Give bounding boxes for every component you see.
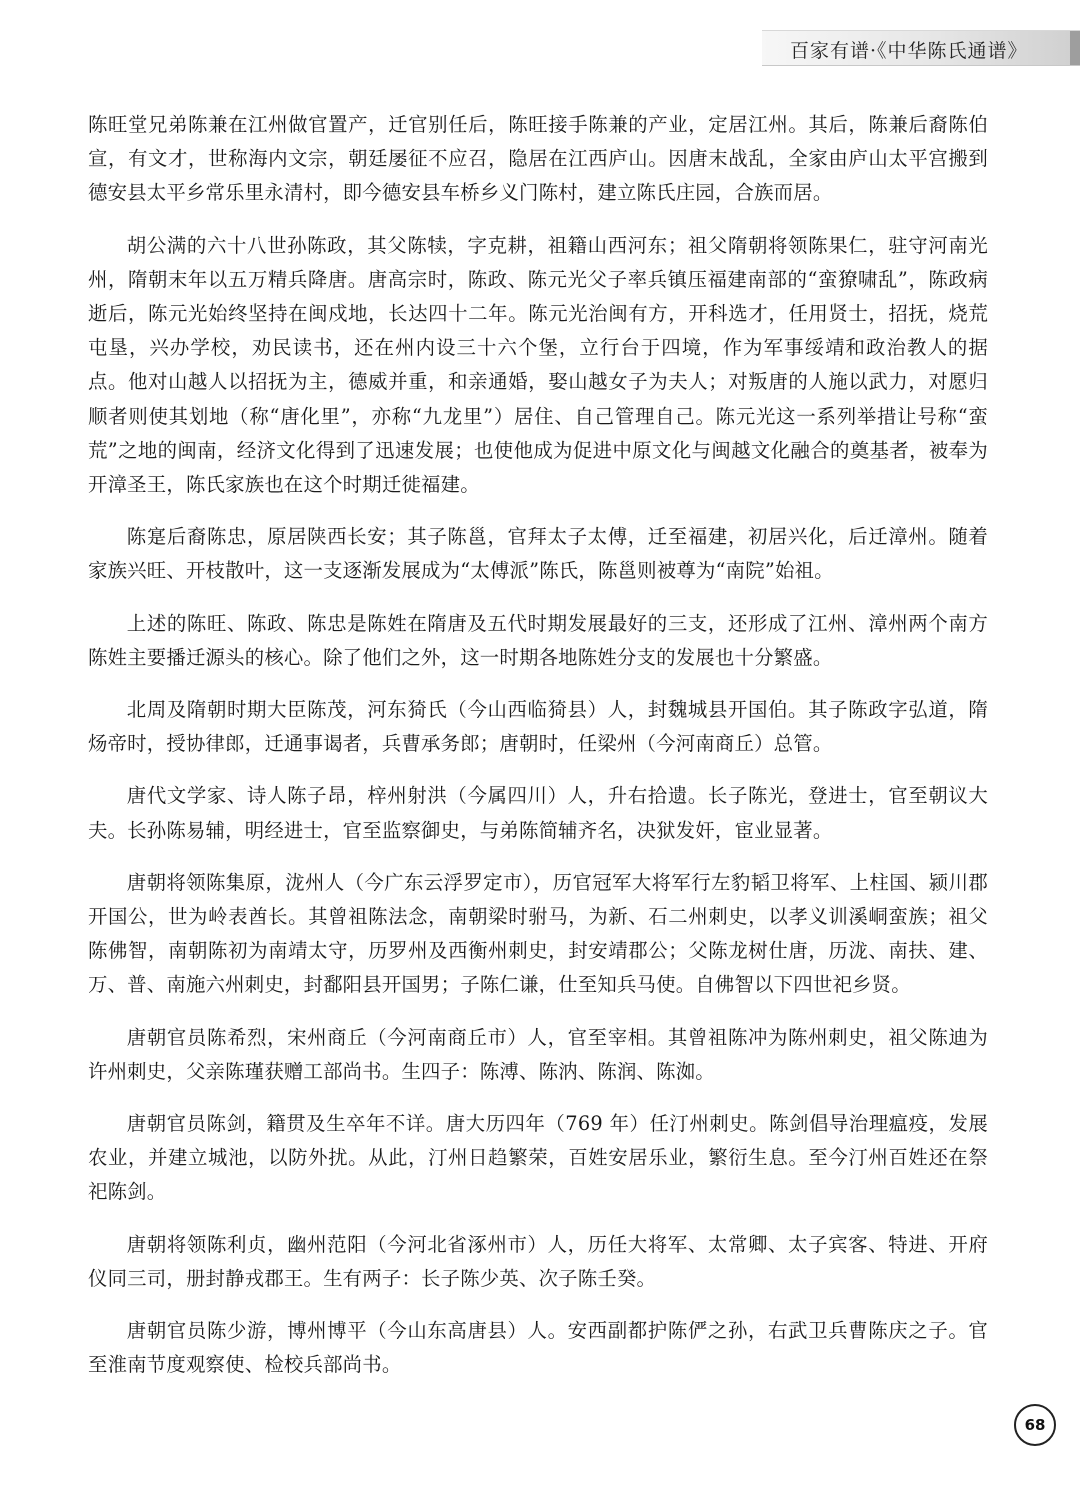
paragraph: 陈寔后裔陈忠，原居陕西长安；其子陈邕，官拜太子太傅，迁至福建，初居兴化，后迁漳州。随着家族兴旺、开枝散叶，这一支逐渐发展成为“太傅派”陈氏，陈邕则被尊为“南院”始祖。 [88,525,988,583]
paragraph: 北周及隋朝时期大臣陈茂，河东猗氏（今山西临猗县）人，封魏城县开国伯。其子陈政字弘道，隋炀帝时，授协律郎，迁通事谒者，兵曹承务郎；唐朝时，任梁州（今河南商丘）总管。 [88,698,988,756]
paragraph: 陈旺堂兄弟陈兼在江州做官置产，迁官别任后，陈旺接手陈兼的产业，定居江州。其后，陈兼后裔陈伯宣，有文才，世称海内文宗，朝廷屡征不应召，隐居在江西庐山。因唐末战乱，全家由庐山太平宫搬到德安县太平乡常乐里永清村，即今德安县车桥乡义门陈村，建立陈氏庄园，合族而居。 [88,113,988,205]
paragraph: 唐朝将领陈利贞，幽州范阳（今河北省涿州市）人，历任大将军、太常卿、太子宾客、特进、开府仪同三司，册封静戎郡王。生有两子：长子陈少英、次子陈壬癸。 [88,1232,988,1290]
paragraph: 唐朝将领陈集原，泷州人（今广东云浮罗定市），历官冠军大将军行左豹韬卫将军、上柱国、颍川郡开国公，世为岭表酋长。其曾祖陈法念，南朝梁时驸马，为新、石二州刺史，以孝义训溪峒蛮族；祖父陈佛智，南朝陈初为南靖太守，历罗州及西衡州刺史，封安靖郡公；父陈龙树仕唐，历泷、南扶、建、万、普、南施六州刺史，封鄱阳县开国男；子陈仁谦，仕至知兵马使。自佛智以下四世祀乡贤。 [88,870,988,997]
paragraph: 唐代文学家、诗人陈子昂，梓州射洪（今属四川）人，升右拾遗。长子陈光，登进士，官至朝议大夫。长孙陈易辅，明经进士，官至监察御史，与弟陈简辅齐名，决狱发奸，宦业显著。 [88,784,988,842]
paragraph: 唐朝官员陈希烈，宋州商丘（今河南商丘市）人，官至宰相。其曾祖陈冲为陈州刺史，祖父陈迪为许州刺史，父亲陈瑾获赠工部尚书。生四子：陈溥、陈汭、陈润、陈洳。 [88,1025,988,1083]
body-text [88,108,988,1401]
running-header: 百家有谱·《中华陈氏通谱》 [790,40,1028,62]
paragraph: 胡公满的六十八世孙陈政，其父陈犊，字克耕，祖籍山西河东；祖父隋朝将领陈果仁，驻守河南光州，隋朝末年以五万精兵降唐。唐高宗时，陈政、陈元光父子率兵镇压福建南部的“蛮獠啸乱”，陈政病逝后，陈元光始终坚持在闽戍地，长达四十二年。陈元光治闽有方，开科选才，任用贤士，招抚，烧荒屯垦，兴办学校，劝民读书，还在州内设三十六个堡，立行台于四境，作为军事绥靖和政治教人的据点。他对山越人以招抚为主，德威并重，和亲通婚，娶山越女子为夫人；对叛唐的人施以武力，对愿归顺者则使其划地（称“唐化里”，亦称“九龙里”）居住、自己管理自己。陈元光这一系列举措让号称“蛮荒”之地的闽南，经济文化得到了迅速发展；也使他成为促进中原文化与闽越文化融合的奠基者，被奉为开漳圣王，陈氏家族也在这个时期迁徙福建。 [88,233,988,497]
page-number: 68 [1014,1404,1056,1446]
paragraph: 唐朝官员陈少游，博州博平（今山东高唐县）人。安西副都护陈俨之孙，右武卫兵曹陈庆之子。官至淮南节度观察使、检校兵部尚书。 [88,1319,988,1377]
paragraph: 上述的陈旺、陈政、陈忠是陈姓在隋唐及五代时期发展最好的三支，还形成了江州、漳州两个南方陈姓主要播迁源头的核心。除了他们之外，这一时期各地陈姓分支的发展也十分繁盛。 [88,611,988,669]
paragraph: 唐朝官员陈剑，籍贯及生卒年不详。唐大历四年（769 年）任汀州刺史。陈剑倡导治理瘟疫，发展农业，并建立城池，以防外扰。从此，汀州日趋繁荣，百姓安居乐业，繁衍生息。至今汀州百姓还在祭祀陈剑。 [88,1112,988,1204]
